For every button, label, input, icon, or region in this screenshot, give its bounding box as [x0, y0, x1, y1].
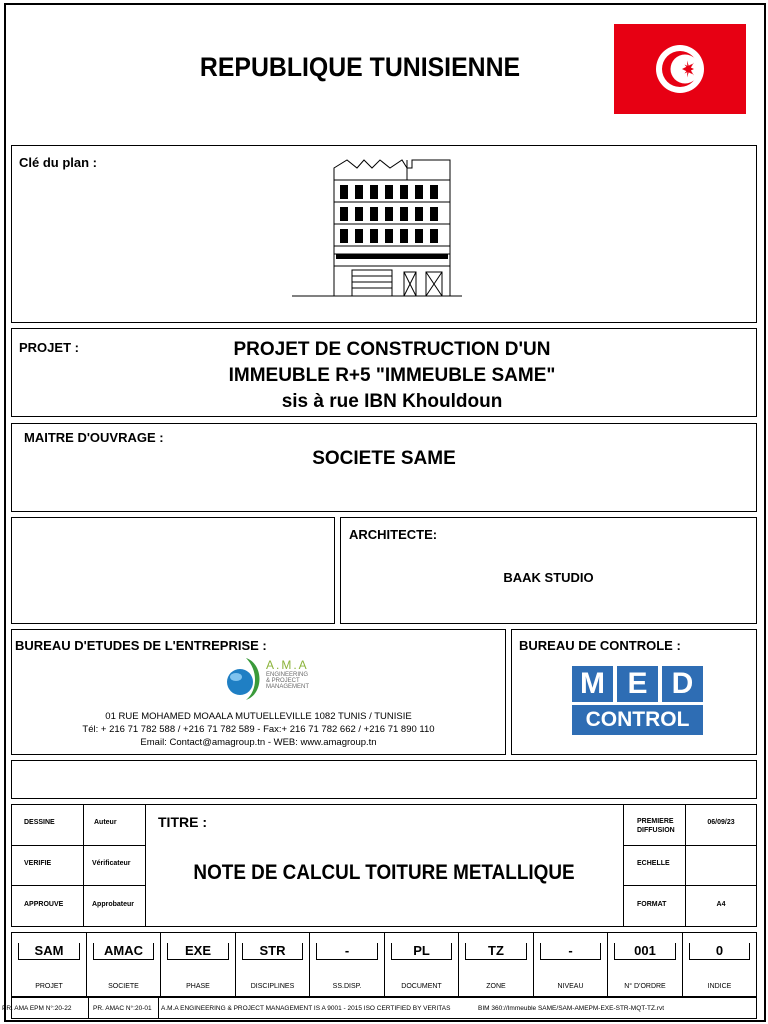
design-office-section: [11, 629, 506, 755]
ama-logo-name: A.M.A: [266, 658, 309, 672]
med-letter-m: M: [572, 666, 613, 702]
project-section: [11, 328, 757, 417]
code-value-ssdisp: -: [344, 943, 350, 958]
code-label-ordre: N° D'ORDRE: [624, 983, 666, 990]
address-line-1: 01 RUE MOHAMED MOAALA MUTUELLEVILLE 1082 TUNIS / TUNISIE: [105, 711, 412, 722]
owner-label: MAITRE D'OUVRAGE :: [24, 430, 164, 445]
blank-section: [11, 517, 335, 624]
codes-row: [11, 932, 757, 997]
ama-globe-icon: [224, 656, 268, 702]
code-value-societe: AMAC: [104, 943, 143, 958]
info-value-1: 06/09/23: [707, 819, 735, 826]
code-value-projet: SAM: [34, 943, 64, 958]
plan-key-section: [11, 145, 757, 323]
owner-value: SOCIETE SAME: [312, 448, 456, 469]
code-cell-zone: [459, 933, 534, 996]
code-label-indice: INDICE: [707, 983, 732, 990]
sig-name-3: Approbateur: [92, 901, 134, 908]
code-cell-projet: [12, 933, 87, 996]
footer-certification: A.M.A ENGINEERING & PROJECT MANAGEMENT IS A 9001 - 2015 ISO CERTIFIED BY VERITAS: [161, 1005, 451, 1012]
design-office-label: BUREAU D'ETUDES DE L'ENTREPRISE :: [15, 638, 267, 653]
architect-label: ARCHITECTE:: [349, 527, 438, 542]
code-label-projet: PROJET: [35, 983, 63, 990]
sig-role-2: VERIFIE: [24, 860, 52, 867]
code-value-document: PL: [413, 943, 430, 958]
project-label: PROJET :: [19, 340, 79, 355]
med-letter-e: E: [617, 666, 658, 702]
code-cell-societe: [87, 933, 161, 996]
code-label-zone: ZONE: [486, 983, 506, 990]
code-value-zone: TZ: [488, 943, 504, 958]
code-label-ssdisp: SS.DISP.: [332, 983, 362, 990]
ama-logo: [224, 654, 344, 704]
titre-label: TITRE :: [158, 814, 207, 830]
info-label-2: ECHELLE: [637, 860, 670, 867]
code-cell-document: [385, 933, 459, 996]
info-label-3: FORMAT: [637, 901, 667, 908]
med-control-logo: [572, 666, 703, 738]
code-label-phase: PHASE: [186, 983, 210, 990]
code-cell-ssdisp: [310, 933, 385, 996]
owner-section: [11, 423, 757, 512]
blank-strip: [11, 760, 757, 799]
code-value-indice: 0: [715, 943, 724, 958]
sig-role-1: DESSINE: [24, 819, 55, 826]
footer-amac-ref: PR. AMAC N°:20-01: [93, 1005, 152, 1012]
flag-emblem-icon: [614, 24, 746, 114]
code-label-niveau: NIVEAU: [557, 983, 584, 990]
ama-tagline-2: & PROJECT: [266, 678, 300, 684]
project-title-line-2: IMMEUBLE R+5 "IMMEUBLE SAME": [228, 365, 556, 386]
sig-name-2: Vérificateur: [92, 860, 131, 867]
page-title: REPUBLIQUE TUNISIENNE: [199, 52, 521, 82]
code-cell-niveau: [534, 933, 608, 996]
code-label-document: DOCUMENT: [401, 983, 442, 990]
project-title-line-3: sis à rue IBN Khouldoun: [281, 391, 503, 412]
code-cell-indice: [683, 933, 756, 996]
code-cell-ordre: [608, 933, 683, 996]
sig-name-1: Auteur: [94, 819, 117, 826]
code-cell-disciplines: [236, 933, 310, 996]
med-letter-d: D: [662, 666, 703, 702]
footer-row: [2, 997, 757, 1019]
control-office-section: [511, 629, 757, 755]
title-block: [11, 804, 757, 927]
info-value-3: A4: [716, 901, 726, 908]
control-office-label: BUREAU DE CONTROLE :: [519, 638, 681, 653]
building-elevation-drawing: [292, 154, 492, 304]
plan-key-label: Clé du plan :: [19, 155, 97, 170]
project-title-line-1: PROJET DE CONSTRUCTION D'UN: [233, 339, 551, 360]
footer-ama-ref: PR. AMA EPM N°:20-22: [2, 1005, 72, 1012]
info-label-1: PREMIERE DIFFUSION: [637, 818, 675, 834]
code-value-niveau: -: [568, 943, 573, 958]
code-value-disciplines: STR: [259, 943, 286, 958]
ama-tagline-3: MANAGEMENT: [266, 684, 310, 690]
project-title: [132, 337, 652, 415]
titre-value: NOTE DE CALCUL TOITURE METALLIQUE: [193, 861, 575, 884]
code-cell-phase: [161, 933, 236, 996]
code-value-ordre: 001: [634, 943, 656, 958]
design-office-address: [12, 710, 505, 749]
address-line-2: Tél: + 216 71 782 588 / +216 71 782 589 - Fax:+ 216 71 782 662 / +216 71 890 110: [82, 724, 435, 735]
tunisia-flag: [614, 24, 746, 114]
footer-bim-path: BIM 360://Immeuble SAME/SAM-AMEPM-EXE-STR-MQT-TZ.rvt: [478, 1005, 664, 1012]
code-value-phase: EXE: [184, 943, 211, 958]
med-control-word: CONTROL: [572, 705, 703, 735]
architect-value: BAAK STUDIO: [503, 570, 594, 585]
ama-tagline-1: ENGINEERING: [266, 672, 309, 678]
sig-role-3: APPROUVE: [24, 901, 64, 908]
code-label-societe: SOCIETE: [108, 983, 139, 990]
code-label-disciplines: DISCIPLINES: [250, 983, 295, 990]
address-line-3: Email: Contact@amagroup.tn - WEB: www.amagroup.tn: [140, 737, 377, 748]
architect-section: [340, 517, 757, 624]
